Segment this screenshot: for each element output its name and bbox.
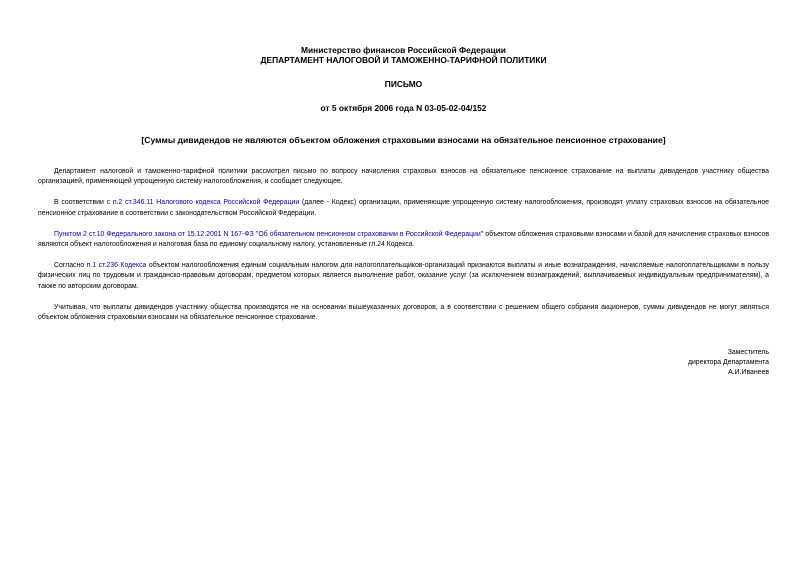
signature-department: директора Департамента [687, 359, 769, 367]
paragraph-4-text-after: объектом налогообложения единым социальным налогом для налогоплательщиков-организаций признаются выплаты и иные вознаграждения, начисляемые налогоплательщиками в пользу физических лиц по трудовым и гражданско-правовым договорам, предметом которых является выполнение работ, оказание услуг (за исключением вознаграждений, выплачиваемых индивидуальным предпринимателям), а также по авторским договорам. [38, 262, 769, 290]
document-body [38, 167, 769, 323]
paragraph-3 [38, 230, 769, 250]
document-type: ПИСЬМО [384, 79, 423, 89]
paragraph-5 [38, 303, 769, 323]
tax-code-article-link[interactable]: п.2 ст.346.11 Налогового кодекса Российской Федерации [112, 199, 300, 207]
paragraph-4 [38, 261, 769, 292]
signature-position: Заместитель [727, 349, 769, 356]
ministry-name: Министерство финансов Российской Федерации [301, 45, 506, 55]
document-page [38, 45, 769, 334]
paragraph-1-text: Департамент налоговой и таможенно-тарифной политики рассмотрел письмо по вопросу начисления страховых взносов на обязательное пенсионное страхование на выплаты дивидендов участнику общества организацией, применяющей упрощенную систему налогообложения, и сообщает следующее. [38, 168, 769, 186]
document-header [38, 45, 769, 113]
paragraph-2-text-before: В соответствии с [54, 199, 113, 207]
document-date-number: от 5 октября 2006 года N 03-05-02-04/152 [320, 103, 487, 113]
signature-name: А.И.Иванеев [728, 369, 769, 377]
code-article-236-link[interactable]: п.1 ст.236 Кодекса [86, 262, 147, 270]
paragraph-5-text: Учитывая, что выплаты дивидендов участнику общества производятся не на основании вышеуказанных договоров, а в соответствии с решением общего собрания акционеров, суммы дивидендов не могут являться объектом обложения страховыми взносами на обязательное пенсионное страхование. [38, 303, 769, 322]
paragraph-1 [38, 167, 769, 187]
paragraph-3-text-after: объектом обложения страховыми взносами и базой для начисления страховых взносов являются объект налогообложения и налоговая база по единому социальному налогу, установленные гл.24 Кодекса. [38, 230, 769, 249]
document-title: [Суммы дивидендов не являются объектом обложения страховыми взносами на обязательное пенсионное страхование] [141, 135, 666, 145]
department-name: ДЕПАРТАМЕНТ НАЛОГОВОЙ И ТАМОЖЕННО-ТАРИФНОЙ ПОЛИТИКИ [260, 55, 547, 65]
paragraph-2-text-after: (далее - Кодекс) организации, применяющие упрощенную систему налогообложения, производят уплату страховых взносов на обязательное пенсионное страхование в соответствии с законодательством Российской Федерации. [38, 199, 769, 217]
paragraph-4-text-before: Согласно [54, 262, 87, 270]
federal-law-link[interactable]: Пунктом 2 ст.10 Федерального закона от 15.12.2001 N 167-ФЗ "Об обязательном пенсионном страховании в Российской Федерации" [54, 230, 484, 238]
signature-block [688, 348, 769, 379]
paragraph-2 [38, 198, 769, 218]
